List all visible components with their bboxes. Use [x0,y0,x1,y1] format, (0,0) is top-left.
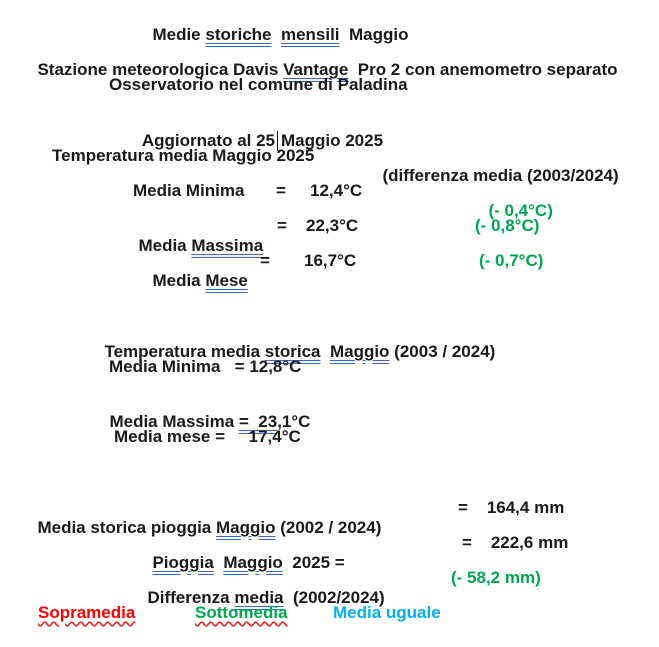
observatory-line: Osservatorio nel comune di Paladina [109,75,408,94]
historic-heading [95,322,495,362]
historic-min: Media Minima = 12,8°C [109,357,302,376]
historic-max-c: ,1°C [277,412,311,431]
current-mean-label [143,251,248,291]
rain-diff-a: Differenza [147,588,235,607]
rain-historic-c: (2002 / 2024) [275,518,382,537]
current-mean-eq: = [260,251,270,270]
current-max-value: 22,3°C [306,216,359,235]
current-max-label [129,216,263,256]
current-heading-left: Temperatura media Maggio 2025 [52,146,315,165]
historic-heading-d: Maggio [329,342,390,361]
rain-current-a: Pioggia [152,553,214,572]
rain-historic-b: Maggio [216,518,276,537]
rain-current-value: = 222,6 mm [462,533,569,552]
legend-below-average: Sottomedia [195,603,288,622]
historic-max-b: = 23 [238,412,278,431]
station-vantage: Vantage [283,60,349,79]
rain-diff-label [138,568,385,608]
current-mean-diff: (- 0,7°C) [479,251,544,270]
current-mean-value: 16,7°C [304,251,357,270]
current-max-label-b: Massima [191,236,264,255]
historic-max-a: Media Massima [109,412,239,431]
current-min-label: Media Minima [133,181,245,200]
title-word-storiche: storiche [205,25,272,44]
current-mean-label-a: Media [152,271,206,290]
rain-historic-label [28,498,381,538]
rain-current-c: 2025 = [282,553,345,572]
current-max-label-a: Media [138,236,192,255]
rain-diff-c: (2002/2024) [283,588,385,607]
rain-diff-b: media [234,588,284,607]
rain-historic-a: Media storica pioggia [37,518,216,537]
rain-current-b: Maggio [223,553,283,572]
updated-suffix: Maggio 2025 [281,131,384,150]
current-min-value: 12,4°C [310,181,363,200]
station-line [28,40,618,80]
rain-diff-value: (- 58,2 mm) [451,568,541,587]
current-max-eq: = [277,216,287,235]
current-max-diff: (- 0,8°C) [475,216,540,235]
current-min-diff-wrap [465,181,553,221]
current-heading-right-text: (differenza media (2003/2024) [382,166,619,185]
rain-current-label [143,533,345,573]
current-mean-label-b: Mese [205,271,248,290]
legend-equal-average: Media uguale [333,603,441,622]
historic-heading-c [321,342,330,361]
current-min-eq: = [276,181,286,200]
historic-heading-a: Temperatura media [104,342,265,361]
historic-mean: Media mese = 17,4°C [114,427,301,446]
station-prefix: Stazione meteorologica Davis [37,60,284,79]
updated-line [133,111,383,151]
report-title [143,5,409,45]
title-suffix: Maggio [339,25,409,44]
title-word-mensili: mensili [280,25,340,44]
rain-historic-value: = 164,4 mm [458,498,565,517]
historic-heading-e: (2003 / 2024) [389,342,496,361]
current-min-diff: (- 0,4°C) [488,201,553,220]
updated-prefix: Aggiornato al 25 [141,131,276,150]
current-heading-right [357,146,619,186]
historic-heading-b: storica [264,342,321,361]
station-suffix: Pro 2 con anemometro separato [348,60,618,79]
title-prefix: Medie [152,25,206,44]
historic-max [100,392,310,432]
legend-above-average: Sopramedia [38,603,136,622]
